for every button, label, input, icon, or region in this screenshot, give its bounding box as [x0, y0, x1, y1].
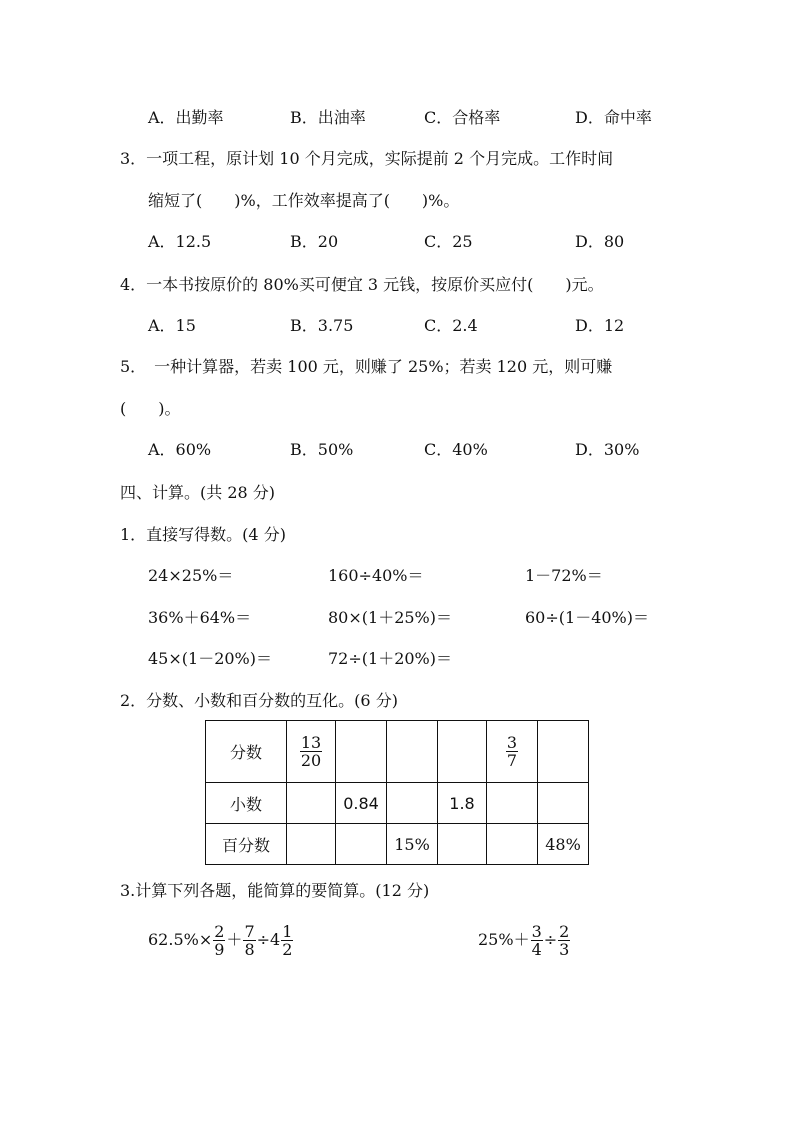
fraction: $\frac{3}{4}$	[531, 922, 542, 959]
conversion-table	[205, 720, 589, 865]
q2-option-b: B．出油率	[290, 108, 366, 127]
expression-1: 62.5%× $\frac{2}{9}$ ＋ $\frac{7}{8}$ ÷4 $\frac{1}{2}$	[148, 922, 293, 959]
calc-item-5: 80×(1＋25%)＝	[328, 608, 452, 627]
q4-option-d: D．12	[575, 316, 625, 335]
part3-title: 3.计算下列各题，能简算的要简算。(12 分)	[120, 881, 430, 900]
q3-option-b: B．20	[290, 232, 339, 251]
calc-item-1: 24×25%＝	[148, 566, 234, 585]
row-header-fraction: 分数	[206, 721, 287, 783]
cell-fraction-4[interactable]	[438, 721, 487, 783]
table-row	[206, 721, 589, 783]
fraction: $\frac{2}{3}$	[559, 922, 570, 959]
cell-percent-1[interactable]	[287, 824, 336, 865]
q5-line1: 5． 一种计算器，若卖 100 元，则赚了 25%；若卖 120 元，则可赚	[120, 357, 613, 376]
q3-option-a: A．12.5	[148, 232, 212, 251]
fraction: $\frac{3}{7}$	[506, 733, 518, 770]
calc-item-4: 36%＋64%＝	[148, 608, 252, 627]
cell-fraction-5	[487, 721, 538, 783]
section4-title: 四、计算。(共 28 分)	[120, 483, 276, 502]
part1-title: 1．直接写得数。(4 分)	[120, 525, 286, 544]
cell-percent-6: 48%	[538, 824, 589, 865]
q3-option-c: C．25	[424, 232, 473, 251]
fraction: $\frac{7}{8}$	[244, 922, 255, 959]
cell-fraction-1	[287, 721, 336, 783]
cell-decimal-3[interactable]	[387, 783, 438, 824]
q5-option-c: C．40%	[424, 440, 488, 459]
cell-decimal-4: 1.8	[438, 783, 487, 824]
cell-percent-3: 15%	[387, 824, 438, 865]
calc-item-3: 1－72%＝	[525, 566, 603, 585]
q5-line2: ( )。	[120, 399, 181, 418]
q3-line2: 缩短了( )%，工作效率提高了( )%。	[148, 191, 460, 210]
q5-option-b: B．50%	[290, 440, 354, 459]
calc-item-8: 72÷(1＋20%)＝	[328, 649, 452, 668]
q5-option-d: D．30%	[575, 440, 640, 459]
row-header-decimal: 小数	[206, 783, 287, 824]
cell-fraction-2[interactable]	[336, 721, 387, 783]
q4-line1: 4．一本书按原价的 80%买可便宜 3 元钱，按原价买应付( )元。	[120, 275, 604, 294]
expression-2: 25%＋ $\frac{3}{4}$ ÷ $\frac{2}{3}$	[478, 922, 570, 959]
q4-option-b: B．3.75	[290, 316, 354, 335]
cell-decimal-1[interactable]	[287, 783, 336, 824]
table-row	[206, 824, 589, 865]
fraction: $\frac{2}{9}$	[214, 922, 225, 959]
cell-percent-4[interactable]	[438, 824, 487, 865]
table-row	[206, 783, 589, 824]
part2-title: 2．分数、小数和百分数的互化。(6 分)	[120, 691, 398, 710]
fraction: $\frac{13}{20}$	[300, 733, 322, 770]
q2-option-a: A．出勤率	[148, 108, 224, 127]
row-header-percent: 百分数	[206, 824, 287, 865]
calc-item-7: 45×(1－20%)＝	[148, 649, 272, 668]
cell-fraction-6[interactable]	[538, 721, 589, 783]
calc-item-2: 160÷40%＝	[328, 566, 424, 585]
cell-decimal-5[interactable]	[487, 783, 538, 824]
cell-decimal-6[interactable]	[538, 783, 589, 824]
cell-fraction-3[interactable]	[387, 721, 438, 783]
q5-option-a: A．60%	[148, 440, 212, 459]
fraction: $\frac{1}{2}$	[282, 922, 293, 959]
cell-percent-2[interactable]	[336, 824, 387, 865]
q3-option-d: D．80	[575, 232, 625, 251]
q2-option-d: D．命中率	[575, 108, 652, 127]
cell-decimal-2: 0.84	[336, 783, 387, 824]
q2-option-c: C．合格率	[424, 108, 501, 127]
cell-percent-5[interactable]	[487, 824, 538, 865]
q4-option-a: A．15	[148, 316, 196, 335]
q3-line1: 3．一项工程，原计划 10 个月完成，实际提前 2 个月完成。工作时间	[120, 149, 614, 168]
calc-item-6: 60÷(1－40%)＝	[525, 608, 649, 627]
q4-option-c: C．2.4	[424, 316, 478, 335]
